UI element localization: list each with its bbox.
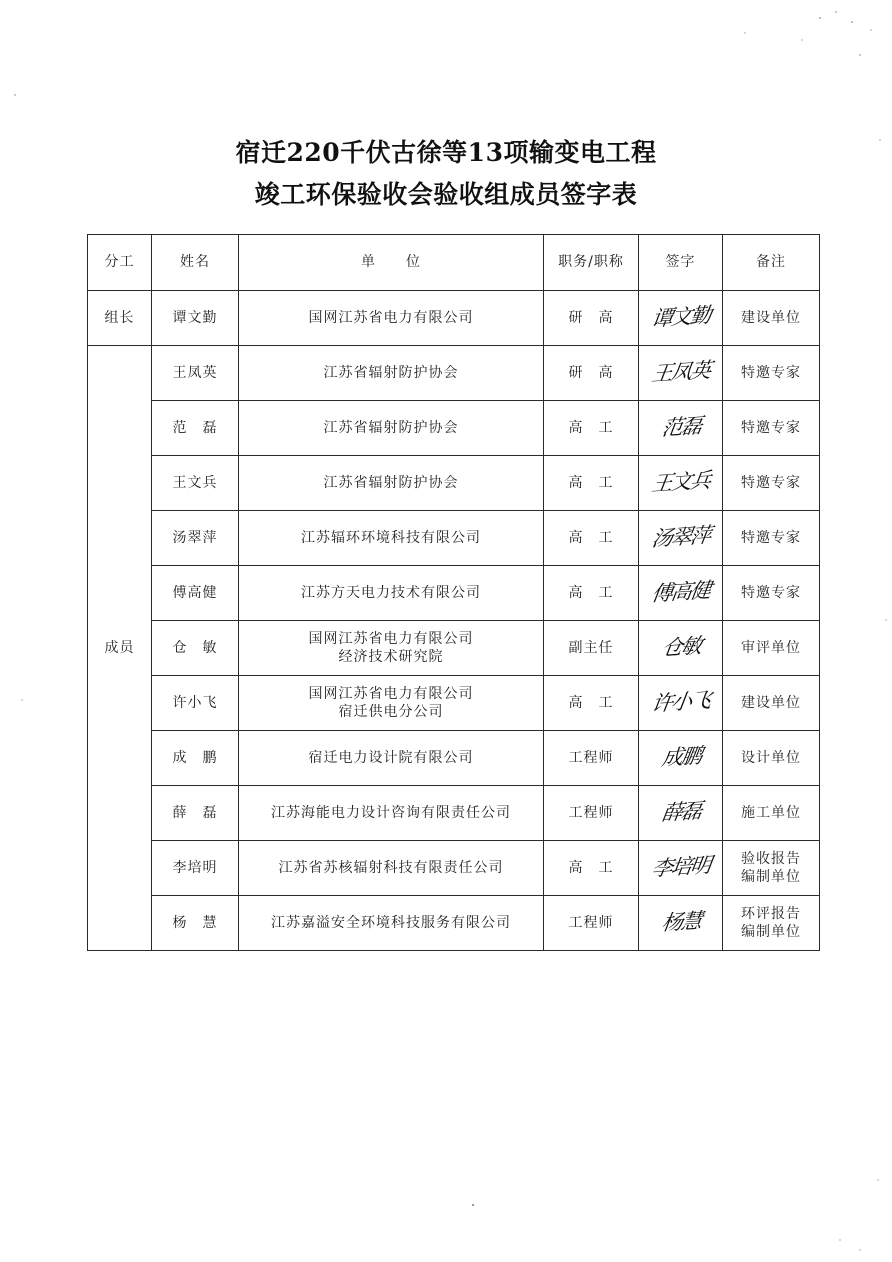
remark-line-1: 施工单位 (741, 804, 801, 821)
handwritten-signature: 谭文勤 (650, 303, 712, 332)
role-leader-cell: 组长 (88, 291, 152, 346)
table-row (88, 841, 820, 896)
unit-line-1: 江苏省辐射防护协会 (323, 364, 459, 381)
title-cell: 工程师 (544, 896, 639, 951)
unit-cell (239, 401, 544, 456)
title-cell: 副主任 (544, 621, 639, 676)
document-title-line2: 竣工环保验收会验收组成员签字表 (254, 180, 638, 209)
unit-cell (239, 566, 544, 621)
title-cell: 高 工 (544, 841, 639, 896)
title-cell: 工程师 (544, 731, 639, 786)
name-cell: 谭文勤 (152, 291, 239, 346)
remark-cell (723, 456, 820, 511)
handwritten-signature: 许小飞 (650, 688, 712, 717)
remark-cell (723, 291, 820, 346)
remark-cell (723, 401, 820, 456)
unit-cell (239, 731, 544, 786)
handwritten-signature: 王文兵 (650, 468, 712, 497)
remark-line-1: 设计单位 (741, 749, 801, 766)
name-cell: 汤翠萍 (152, 511, 239, 566)
remark-cell (723, 511, 820, 566)
title-cell: 高 工 (544, 456, 639, 511)
remark-line-1: 环评报告 (741, 905, 801, 922)
unit-cell (239, 456, 544, 511)
table-row (88, 346, 820, 401)
unit-cell (239, 511, 544, 566)
handwritten-signature: 汤翠萍 (650, 523, 712, 552)
handwritten-signature: 范磊 (659, 414, 702, 441)
signature-cell (639, 456, 723, 511)
name-cell: 成 鹏 (152, 731, 239, 786)
table-row (88, 456, 820, 511)
table-row (88, 511, 820, 566)
remark-line-1: 特邀专家 (741, 584, 801, 601)
remark-line-1: 审评单位 (741, 639, 801, 656)
remark-cell (723, 621, 820, 676)
unit-line-1: 江苏海能电力设计咨询有限责任公司 (271, 804, 511, 821)
header-unit: 单 位 (239, 235, 544, 291)
title-cell: 高 工 (544, 401, 639, 456)
table-row (88, 676, 820, 731)
unit-cell (239, 841, 544, 896)
remark-cell (723, 566, 820, 621)
title-cell: 工程师 (544, 786, 639, 841)
remark-line-1: 特邀专家 (741, 364, 801, 381)
remark-line-2: 编制单位 (741, 869, 801, 885)
unit-line-1: 宿迁电力设计院有限公司 (308, 749, 474, 766)
unit-cell (239, 676, 544, 731)
handwritten-signature: 薛磊 (659, 799, 702, 826)
signature-cell (639, 566, 723, 621)
handwritten-signature: 王凤英 (650, 358, 712, 387)
signature-cell (639, 676, 723, 731)
signature-cell (639, 401, 723, 456)
header-name: 姓名 (152, 235, 239, 291)
signature-cell (639, 786, 723, 841)
unit-line-2: 经济技术研究院 (338, 649, 444, 665)
title-cell: 研 高 (544, 346, 639, 401)
remark-line-1: 特邀专家 (741, 419, 801, 436)
remark-line-1: 特邀专家 (741, 474, 801, 491)
unit-line-1: 江苏省苏核辐射科技有限责任公司 (278, 859, 504, 876)
header-signature: 签字 (639, 235, 723, 291)
table-row (88, 566, 820, 621)
name-cell: 傅高健 (152, 566, 239, 621)
role-member-cell: 成员 (88, 346, 152, 951)
signature-cell (639, 291, 723, 346)
unit-cell (239, 896, 544, 951)
remark-line-1: 建设单位 (741, 309, 801, 326)
unit-line-1: 国网江苏省电力有限公司 (308, 630, 474, 647)
table-row (88, 401, 820, 456)
unit-line-1: 江苏方天电力技术有限公司 (301, 584, 481, 601)
unit-line-1: 国网江苏省电力有限公司 (308, 685, 474, 702)
unit-cell (239, 621, 544, 676)
name-cell: 杨 慧 (152, 896, 239, 951)
header-remark: 备注 (723, 235, 820, 291)
remark-line-1: 建设单位 (741, 694, 801, 711)
unit-line-1: 江苏省辐射防护协会 (323, 419, 459, 436)
handwritten-signature: 傅高健 (650, 578, 712, 607)
unit-cell (239, 786, 544, 841)
unit-line-1: 国网江苏省电力有限公司 (308, 309, 474, 326)
name-cell: 王凤英 (152, 346, 239, 401)
table-row (88, 621, 820, 676)
remark-line-1: 验收报告 (741, 850, 801, 867)
name-cell: 仓 敏 (152, 621, 239, 676)
name-cell: 范 磊 (152, 401, 239, 456)
name-cell: 李培明 (152, 841, 239, 896)
title-cell: 高 工 (544, 676, 639, 731)
signature-cell (639, 731, 723, 786)
signature-table (87, 234, 820, 951)
unit-cell (239, 346, 544, 401)
remark-line-2: 编制单位 (741, 924, 801, 940)
remark-cell (723, 346, 820, 401)
handwritten-signature: 仓敏 (659, 634, 702, 661)
remark-cell (723, 896, 820, 951)
signature-cell (639, 621, 723, 676)
name-cell: 王文兵 (152, 456, 239, 511)
handwritten-signature: 李培明 (650, 853, 712, 882)
unit-line-2: 宿迁供电分公司 (338, 704, 444, 720)
unit-line-1: 江苏省辐射防护协会 (323, 474, 459, 491)
table-header-row (88, 235, 820, 291)
remark-cell (723, 841, 820, 896)
header-title: 职务/职称 (544, 235, 639, 291)
title-cell: 研 高 (544, 291, 639, 346)
name-cell: 许小飞 (152, 676, 239, 731)
table-row (88, 291, 820, 346)
title-cell: 高 工 (544, 511, 639, 566)
remark-line-1: 特邀专家 (741, 529, 801, 546)
table-row (88, 896, 820, 951)
signature-cell (639, 841, 723, 896)
signature-cell (639, 346, 723, 401)
remark-cell (723, 786, 820, 841)
title-cell: 高 工 (544, 566, 639, 621)
remark-cell (723, 676, 820, 731)
signature-cell (639, 511, 723, 566)
table-row (88, 731, 820, 786)
header-role: 分工 (88, 235, 152, 291)
table-row (88, 786, 820, 841)
handwritten-signature: 杨慧 (659, 909, 702, 936)
handwritten-signature: 成鹏 (659, 744, 702, 771)
unit-line-1: 江苏辐环环境科技有限公司 (301, 529, 481, 546)
remark-cell (723, 731, 820, 786)
unit-line-1: 江苏嘉溢安全环境科技服务有限公司 (271, 914, 511, 931)
name-cell: 薛 磊 (152, 786, 239, 841)
document-title-line1: 宿迁220千伏古徐等13项输变电工程 (235, 138, 657, 167)
signature-cell (639, 896, 723, 951)
unit-cell (239, 291, 544, 346)
